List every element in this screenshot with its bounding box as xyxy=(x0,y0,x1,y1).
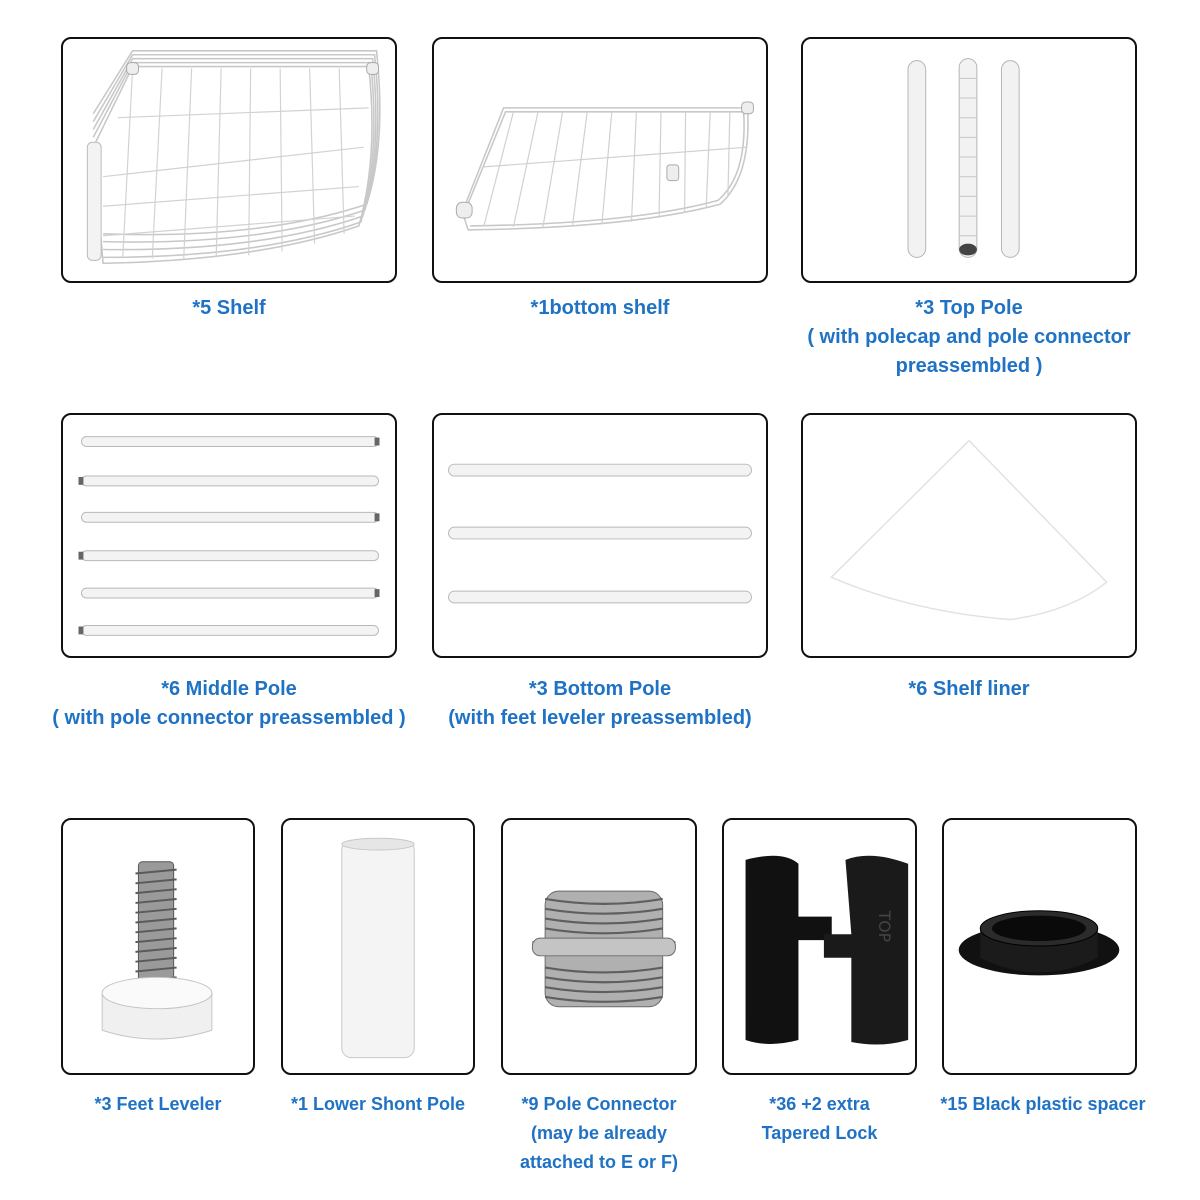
caption-pole-connector-line-1: *9 Pole Connector xyxy=(521,1094,677,1114)
part-card-top-pole xyxy=(801,37,1137,283)
part-card-lower-short-pole xyxy=(281,818,475,1075)
caption-bottom-pole xyxy=(412,675,788,733)
wire-corner-shelf-icon xyxy=(434,39,766,281)
caption-bottom-pole-line-1: *3 Bottom Pole xyxy=(528,678,672,700)
part-card-feet-leveler xyxy=(61,818,255,1075)
caption-lower-short-pole-line-1: *1 Lower Shont Pole xyxy=(290,1094,466,1114)
caption-feet-leveler-line-1: *3 Feet Leveler xyxy=(94,1094,222,1114)
caption-top-pole xyxy=(801,294,1137,381)
caption-shelf-line-1: *5 Shelf xyxy=(192,297,266,319)
caption-top-pole-line-1: *3 Top Pole xyxy=(915,297,1023,319)
caption-bottom-shelf-line-1: *1bottom shelf xyxy=(530,297,670,319)
caption-plastic-spacer xyxy=(930,1090,1156,1119)
caption-shelf-liner-line-1: *6 Shelf liner xyxy=(908,678,1030,700)
horizontal-poles-icon xyxy=(434,415,766,656)
caption-middle-pole-line-1: *6 Middle Pole xyxy=(161,678,297,700)
caption-pole-connector xyxy=(496,1090,702,1177)
caption-top-pole-line-2: ( with polecap and pole connector xyxy=(807,326,1131,348)
vertical-poles-icon xyxy=(803,39,1135,281)
caption-middle-pole xyxy=(29,675,429,733)
part-card-bottom-shelf xyxy=(432,37,768,283)
caption-top-pole-line-3: preassembled ) xyxy=(895,355,1043,377)
caption-tapered-lock-line-1: *36 +2 extra xyxy=(769,1094,870,1114)
tapered-lock-icon xyxy=(724,820,915,1073)
caption-pole-connector-line-2: (may be already xyxy=(530,1123,668,1143)
caption-feet-leveler xyxy=(56,1090,260,1119)
horizontal-poles-icon xyxy=(63,415,395,656)
plastic-spacer-icon xyxy=(944,820,1135,1073)
caption-pole-connector-line-3: attached to E or F) xyxy=(519,1152,678,1172)
caption-tapered-lock-line-2: Tapered Lock xyxy=(761,1123,878,1143)
part-card-tapered-lock xyxy=(722,818,917,1075)
part-card-shelf-liner xyxy=(801,413,1137,658)
part-card-pole-connector xyxy=(501,818,697,1075)
part-card-plastic-spacer xyxy=(942,818,1137,1075)
caption-bottom-pole-line-2: (with feet leveler preassembled) xyxy=(448,707,752,729)
caption-lower-short-pole xyxy=(270,1090,486,1119)
feet-leveler-icon xyxy=(63,820,253,1073)
threaded-connector-icon xyxy=(503,820,695,1073)
tapered-lock-embossed-text: TOP xyxy=(874,910,894,943)
caption-middle-pole-line-2: ( with pole connector preassembled ) xyxy=(52,707,406,729)
caption-tapered-lock xyxy=(717,1090,922,1148)
caption-shelf xyxy=(61,294,397,323)
part-card-bottom-pole xyxy=(432,413,768,658)
part-card-shelf xyxy=(61,37,397,283)
caption-plastic-spacer-line-1: *15 Black plastic spacer xyxy=(940,1094,1146,1114)
caption-shelf-liner xyxy=(801,675,1137,704)
part-card-middle-pole xyxy=(61,413,397,658)
wire-corner-shelf-stack-icon xyxy=(63,39,395,281)
caption-bottom-shelf xyxy=(432,294,768,323)
shelf-liner-icon xyxy=(803,415,1135,656)
short-pole-icon xyxy=(283,820,473,1073)
